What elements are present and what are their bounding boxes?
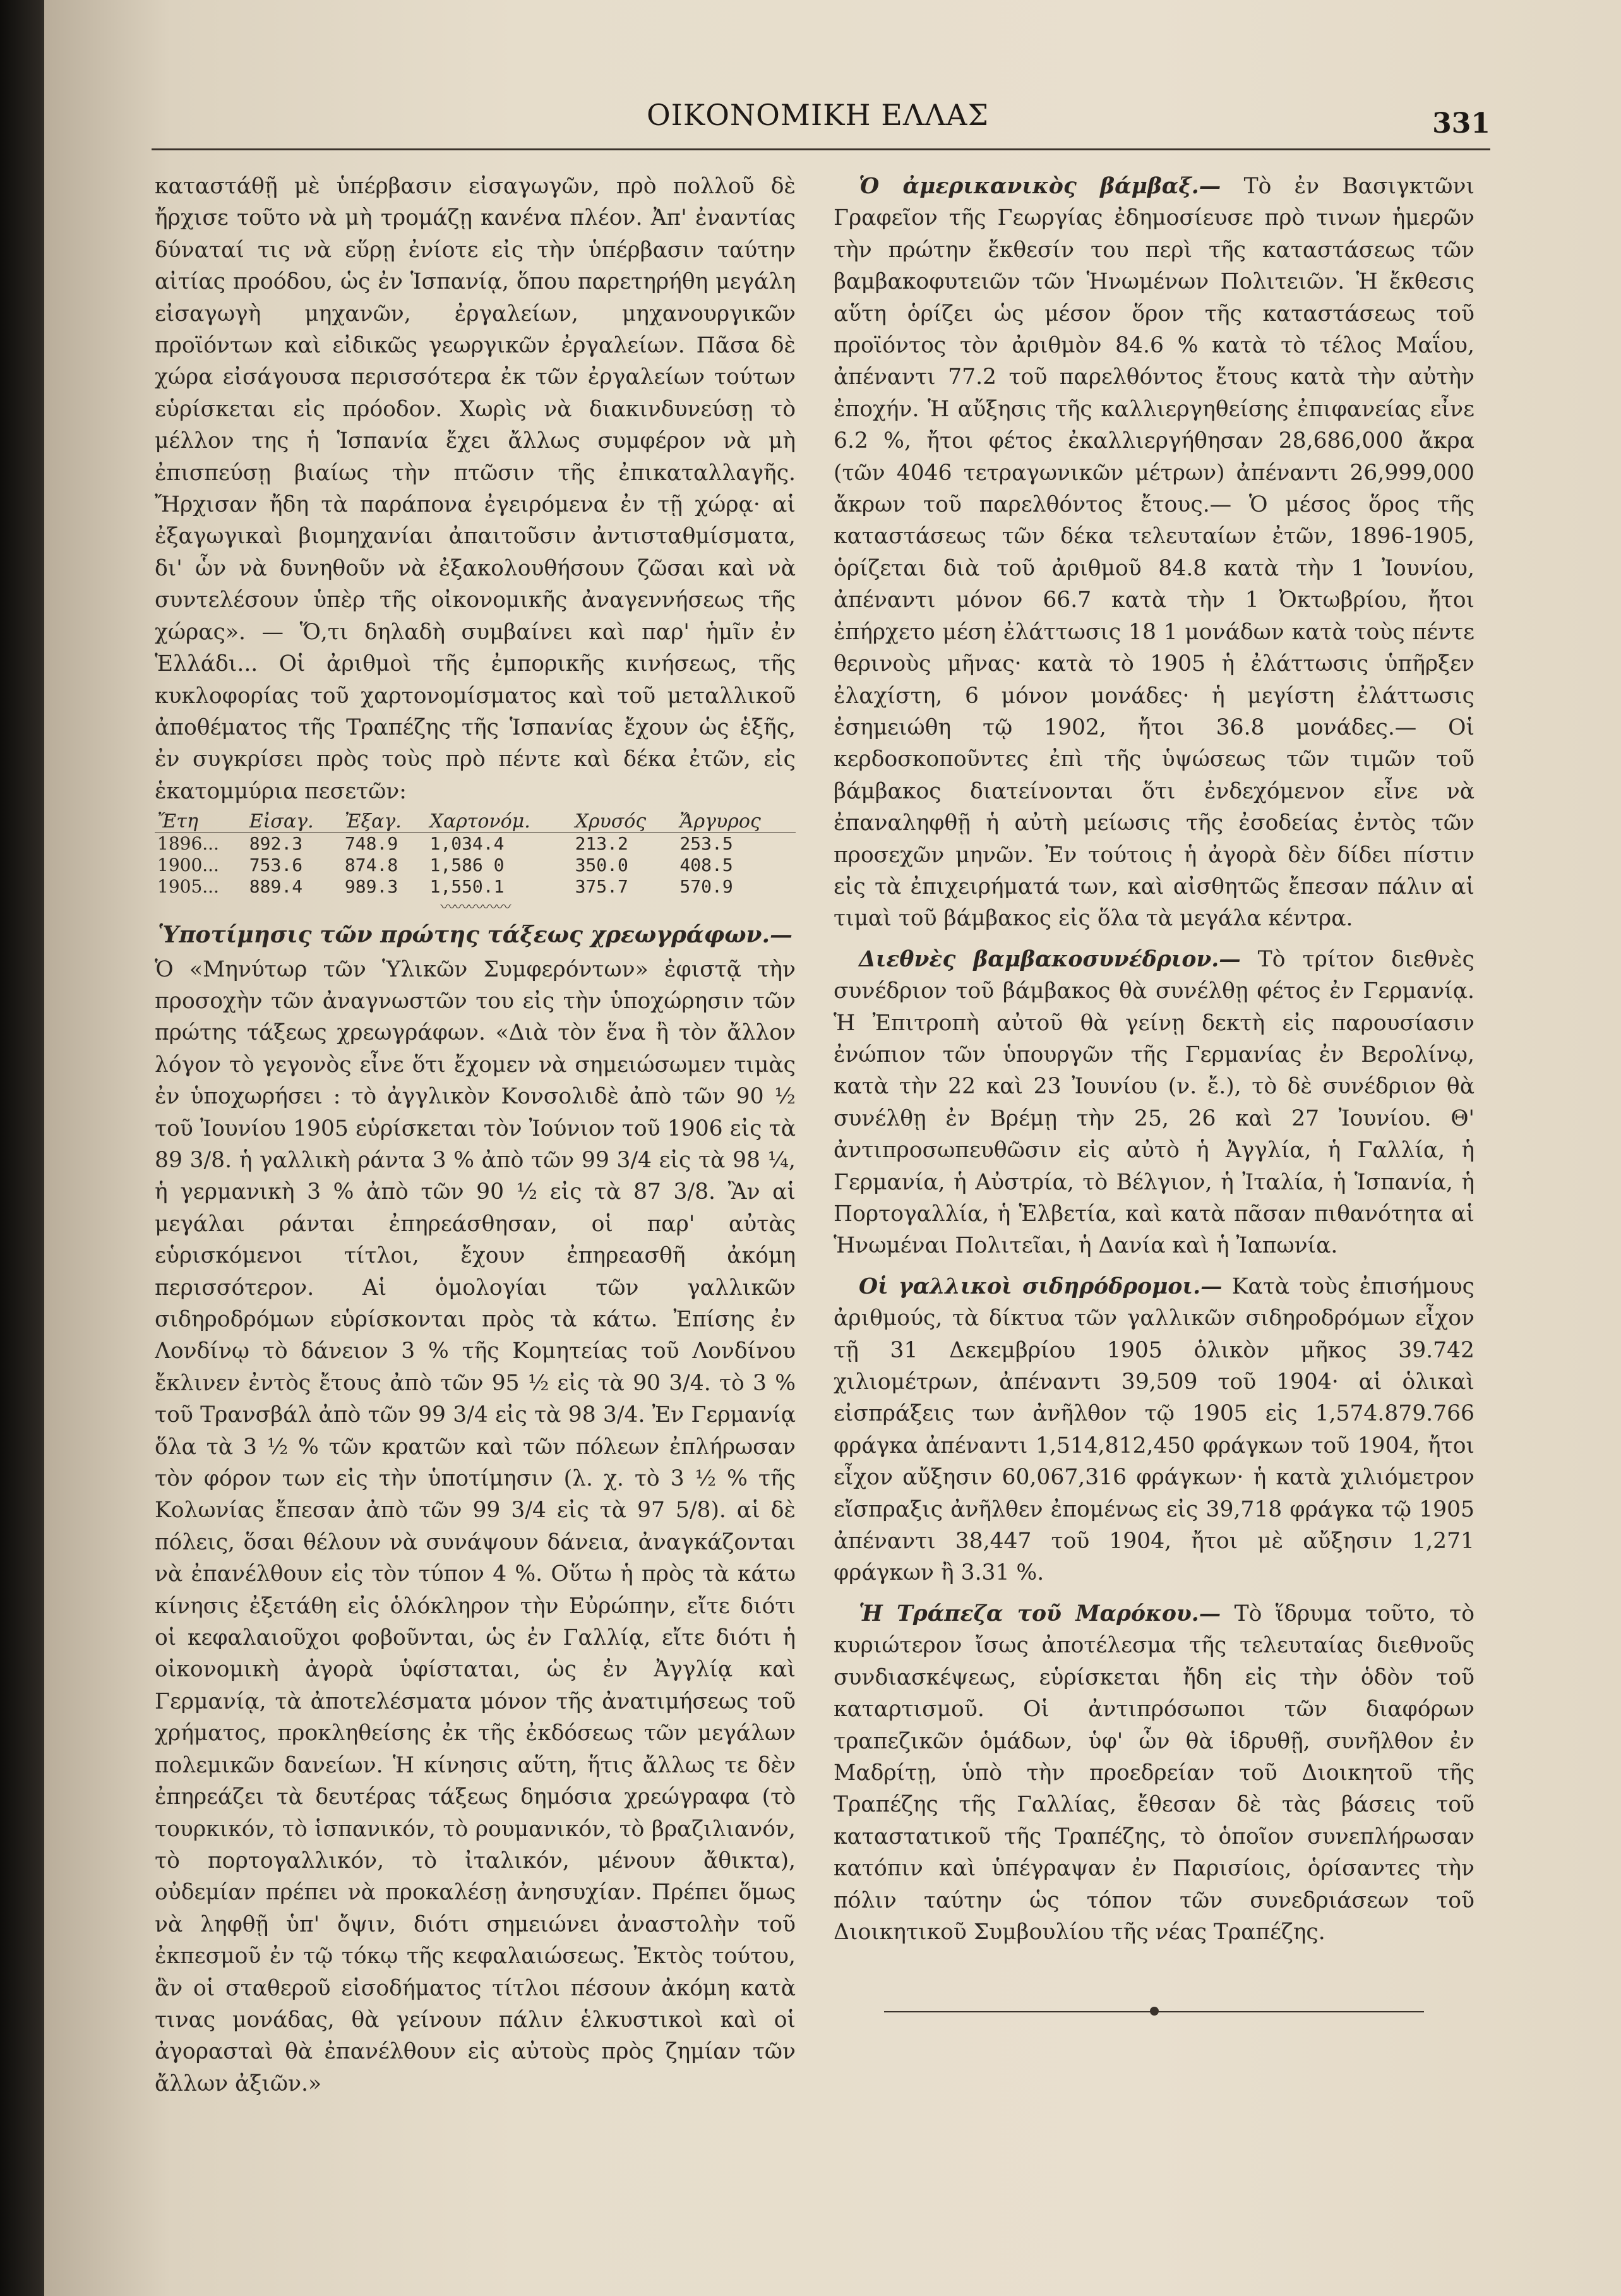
cell: 989.3: [344, 876, 398, 898]
section-head-french-railways: Οἱ γαλλικοὶ σιδηρόδρομοι.—: [859, 1273, 1223, 1299]
cell: 570.9: [679, 876, 733, 898]
paragraph-bank-of-morocco: [834, 1598, 1474, 1948]
section-head-bank-of-morocco: Ἡ Τράπεζα τοῦ Μαρόκου.—: [859, 1601, 1221, 1626]
cell: 350.0: [575, 855, 628, 876]
header-rule: [152, 148, 1490, 150]
cell: 1,034.4: [429, 833, 505, 855]
table-row: [155, 833, 796, 855]
cell: 1905...: [157, 876, 219, 898]
end-rule-ornament: [1150, 2007, 1159, 2016]
col-header-silver: Ἄργυρος: [677, 811, 796, 833]
paragraph-text: Τὸ ἐν Βασιγκτῶνι Γραφεῖον τῆς Γεωργίας ἐδημοσίευσε πρὸ τινων ἡμερῶν τὴν πρώτην ἔκθεσίν του περὶ τῆς καταστάσεως τῶν βαμβακοφυτειῶν τῶν Ἡνωμένων Πολιτειῶν. Ἡ ἔκθεσις αὕτη ὁρίζει ὡς μέσον ὅρον τῆς καταστάσεως τοῦ προϊόντος τὸν ἀριθμὸν 84.6 % κατὰ τὸ τέλος Μαΐου, ἀπέναντι 77.2 τοῦ παρελθόντος ἔτους κατὰ τὴν αὐτὴν ἐποχήν. Ἡ αὔξησις τῆς καλλιεργηθείσης ἐπιφανείας εἶνε 6.2 %, ἤτοι φέτος ἐκαλλιεργήθησαν 28,686,000 ἄκρα (τῶν 4046 τετραγωνικῶν μέτρων) ἀπέναντι 26,999,000 ἄκρων τοῦ παρελθόντος ἔτους.— Ὁ μέσος ὅρος τῆς καταστάσεως τῶν δέκα τελευταίων ἐτῶν, 1896-1905, ὁρίζεται διὰ τοῦ ἀριθμοῦ 84.8 κατὰ τὴν 1 Ἰουνίου, ἀπέναντι μόνον 66.7 κατὰ τὴν 1 Ὀκτωβρίου, ἤτοι ἐπήρχετο μέση ἐλάττωσις 18 1 μονάδων κατὰ τοὺς πέντε θερινοὺς μῆνας· κατὰ τὸ 1905 ἡ ἐλάττωσις ὑπῆρξεν ἐλαχίστη, 6 μόνον μονάδες· ἡ μεγίστη ἐλάττωσις ἐσημειώθη τῷ 1902, ἤτοι 36.8 μονάδες.— Οἱ κερδοσκοποῦντες ἐπὶ τῆς ὑψώσεως τῶν τιμῶν τοῦ βάμβακος διατείνονται ὅτι ἐνδεχόμενον εἶνε νὰ ἐπαναληφθῇ ἡ αὐτὴ μείωσις τῆς ἐσοδείας ἐντὸς τῶν προσεχῶν μηνῶν. Ἐν τούτοις ἡ ἀγορὰ δὲν δίδει πίστιν εἰς τὰ ἐπιχειρήματά των, καὶ αἰσθητῶς ἔπεσαν πάλιν αἱ τιμαὶ τοῦ βάμβακος εἰς ὅλα τὰ μεγάλα κέντρα.: [834, 174, 1474, 932]
cell: 874.8: [344, 855, 398, 876]
cell: 1896...: [157, 833, 219, 855]
cell: 892.3: [249, 833, 303, 855]
paragraph-text: Κατὰ τοὺς ἐπισήμους ἀριθμούς, τὰ δίκτυα τῶν γαλλικῶν σιδηροδρόμων εἶχον τῇ 31 Δεκεμβρίου 1905 ὁλικὸν μῆκος 39.742 χιλιομέτρων, ἀπέναντι 39,509 τοῦ 1904· αἱ ὁλικαὶ εἰσπράξεις των ἀνῆλθον τῷ 1905 εἰς 1,574.879.766 φράγκα ἀπέναντι 1,514,812,450 φράγκων τοῦ 1904, ἤτοι εἶχον αὔξησιν 60,067,316 φράγκων· ἡ κατὰ χιλιόμετρον εἴσπραξις ἀνῆλθεν ἐπομένως εἰς 39,718 φράγκα τῷ 1905 ἀπέναντι 38,447 τοῦ 1904, ἤτοι μὲ αὔξησιν 1,271 φράγκων ἢ 3.31 %.: [834, 1273, 1474, 1586]
cell: 748.9: [344, 833, 398, 855]
table-header-row: [155, 811, 796, 833]
col-header-year: Ἔτη: [155, 811, 247, 833]
cell: 213.2: [575, 833, 628, 855]
cell: 408.5: [679, 855, 733, 876]
cell: 1,550.1: [429, 876, 505, 898]
section-head-american-cotton: Ὁ ἀμερικανικὸς βάμβαξ.—: [859, 174, 1221, 199]
paragraph-bonds: Ὁ «Μηνύτωρ τῶν Ὑλικῶν Συμφερόντων» ἐφιστᾷ τὴν προσοχὴν τῶν ἀναγνωστῶν του εἰς τὴν ὑποχώρησιν τῶν πρώτης τάξεως χρεωγράφων. «Διὰ τὸν ἕνα ἢ τὸν ἄλλον λόγον τὸ γεγονὸς εἶνε ὅτι ἔχομεν νὰ σημειώσωμεν τιμὰς ἐν ὑποχωρήσει : τὸ ἀγγλικὸν Κονσολιδὲ ἀπὸ τῶν 90 ½ τοῦ Ἰουνίου 1905 εὑρίσκεται τὸν Ἰούνιον τοῦ 1906 εἰς τὰ 89 3/8. ἡ γαλλικὴ ράντα 3 % ἀπὸ τῶν 99 3/4 εἰς τὰ 98 ¼, ἡ γερμανικὴ 3 % ἀπὸ τῶν 90 ½ εἰς τὰ 87 3/8. Ἂν αἱ μεγάλαι ράνται ἐπηρεάσθησαν, οἱ παρ' αὐτὰς εὑρισκόμενοι τίτλοι, ἔχουν ἐπηρεασθῆ ἀκόμη περισσότερον. Αἱ ὁμολογίαι τῶν γαλλικῶν σιδηροδρόμων εὑρίσκονται πρὸς τὰ κάτω. Ἐπίσης ἐν Λονδίνῳ τὸ δάνειον 3 % τῆς Κομητείας τοῦ Λονδίνου ἔκλινεν ἐντὸς ἔτους ἀπὸ τῶν 95 ½ εἰς τὰ 90 3/4. τὸ 3 % τοῦ Τρανσβάλ ἀπὸ τῶν 99 3/4 εἰς τὰ 98 3/4. Ἐν Γερμανίᾳ ὅλα τὰ 3 ½ % τῶν κρατῶν καὶ τῶν πόλεων ἐπλήρωσαν τὸν φόρον των εἰς τὴν ὑποτίμησιν (λ. χ. τὸ 3 ½ % τῆς Κολωνίας ἔπεσαν ἀπὸ τῶν 99 3/4 εἰς τὰ 97 5/8). αἱ δὲ πόλεις, ὅσαι θέλουν νὰ συνάψουν δάνεια, ἀναγκάζονται νὰ ἐπανέλθουν εἰς τὸν τύπον 4 %. Οὕτω ἡ πρὸς τὰ κάτω κίνησις ἐξετάθη εἰς ὁλόκληρον τὴν Εὐρώπην, εἴτε διότι οἱ κεφαλαιοῦχοι φοβοῦνται, ὡς ἐν Γαλλίᾳ, εἴτε διότι ἡ οἰκονομικὴ ἀγορὰ ὑφίσταται, ὡς ἐν Ἀγγλίᾳ καὶ Γερμανίᾳ, τὰ ἀποτελέσματα μόνον τῆς ἀνατιμήσεως τοῦ χρήματος, προκληθείσης ἐκ τῆς ἐκδόσεως τῶν μεγάλων πολεμικῶν δανείων. Ἡ κίνησις αὕτη, ἥτις ἄλλως τε δὲν ἐπηρεάζει τὰ δευτέρας τάξεως δημόσια χρεώγραφα (τὸ τουρκικόν, τὸ ἱσπανικόν, τὸ ρουμανικόν, τὸ βραζιλιανόν, τὸ πορτογαλλικόν, τὸ ἰταλικόν, μένουν ἄθικτα), οὐδεμίαν πρέπει νὰ προκαλέσῃ ἀνησυχίαν. Πρέπει ὅμως νὰ ληφθῇ ὑπ' ὄψιν, διότι σημειώνει ἀναστολὴν τοῦ ἐκπεσμοῦ ἐν τῷ τόκῳ τῆς κεφαλαιώσεως. Ἐκτὸς τούτου, ἂν οἱ σταθεροῦ εἰσοδήματος τίτλοι πέσουν ἀκόμη κατὰ τινας μονάδας, θὰ γείνουν πάλιν ἑλκυστικοὶ καὶ οἱ ἀγορασταὶ θὰ ἐπανέλθουν εἰς αὐτοὺς πρὸς ζημίαν τῶν ἄλλων ἀξιῶν.»: [155, 956, 796, 2096]
end-of-article-rule: [834, 1998, 1474, 2024]
spain-trade-table: [155, 811, 796, 898]
paragraph-text: Τὸ ἵδρυμα τοῦτο, τὸ κυριώτερον ἴσως ἀποτέλεσμα τῆς τελευταίας διεθνοῦς συνδιασκέψεως, εὑρίσκεται ἤδη εἰς τὴν ὁδὸν τοῦ καταρτισμοῦ. Οἱ ἀντιπρόσωποι τῶν διαφόρων τραπεζικῶν ὁμάδων, ὑφ' ὧν θὰ ἱδρυθῇ, συνῆλθον ἐν Μαδρίτῃ, ὑπὸ τὴν προεδρείαν τοῦ Διοικητοῦ τῆς Τραπέζης τῆς Γαλλίας, ἔθεσαν δὲ τὰς βάσεις τοῦ καταστατικοῦ τῆς Τραπέζης, τὸ ὁποῖον συνεπλήρωσαν κατόπιν καὶ ὑπέγραψαν ἐν Παρισίοις, ὁρίσαντες τὴν πόλιν ταύτην ὡς τόπον τῶν συνεδριάσεων τοῦ Διοικητικοῦ Συμβουλίου τῆς νέας Τραπέζης.: [834, 1601, 1474, 1945]
paragraph-text: Τὸ τρίτον διεθνὲς συνέδριον τοῦ βάμβακος θὰ συνέλθῃ φέτος ἐν Γερμανίᾳ. Ἡ Ἐπιτροπὴ αὐτοῦ θὰ γείνῃ δεκτὴ εἰς παρουσίασιν ἐνώπιον τῶν ὑπουργῶν τῆς Γερμανίας ἐν Βερολίνῳ, κατὰ τὴν 22 καὶ 23 Ἰουνίου (ν. ἔ.), τὸ δὲ συνέδριον θὰ συνέλθῃ ἐν Βρέμῃ τὴν 25, 26 καὶ 27 Ἰουνίου. Θ' ἀντιπροσωπευθῶσιν εἰς αὐτὸ ἡ Ἀγγλία, ἡ Γαλλία, ἡ Γερμανία, ἡ Αὐστρία, τὸ Βέλγιον, ἡ Ἰταλία, ἡ Ἱσπανία, ἡ Πορτογαλλία, ἡ Ἑλβετία, καὶ κατὰ πᾶσαν πιθανότητα αἱ Ἡνωμέναι Πολιτεῖαι, ἡ Δανία καὶ ἡ Ἰαπωνία.: [834, 946, 1474, 1259]
section-title-bonds: Ὑποτίμησις τῶν πρώτης τάξεως χρεωγράφων.—: [158, 922, 793, 949]
col-header-gold: Χρυσός: [573, 811, 678, 833]
cell: 375.7: [575, 876, 628, 898]
cell: 1900...: [157, 855, 219, 876]
left-column: [155, 171, 796, 2211]
page-number: 331: [1432, 107, 1490, 140]
right-column: [834, 171, 1474, 2211]
paragraph-spain-trade: καταστάθῇ μὲ ὑπέρβασιν εἰσαγωγῶν, πρὸ πολλοῦ δὲ ἤρχισε τοῦτο νὰ μὴ τρομάζῃ κανένα πλέον. Ἀπ' ἐναντίας δύναταί τις νὰ εὕρῃ ἐνίοτε εἰς τὴν ὑπέρβασιν ταύτην αἰτίας προόδου, ὡς ἐν Ἱσπανίᾳ, ὅπου παρετηρήθη μεγάλη εἰσαγωγὴ μηχανῶν, ἐργαλείων, μηχανουργικῶν προϊόντων καὶ εἰδικῶς γεωργικῶν ἐργαλείων. Πᾶσα δὲ χώρα εἰσάγουσα περισσότερα ἐκ τῶν ἐργαλείων τούτων εὑρίσκεται εἰς πρόοδον. Χωρὶς νὰ διακινδυνεύσῃ τὸ μέλλον της ἡ Ἱσπανία ἔχει ἄλλως συμφέρον νὰ μὴ ἐπισπεύσῃ βιαίως τὴν πτῶσιν τῆς ἐπικαταλλαγῆς. Ἤρχισαν ἤδη τὰ παράπονα ἐγειρόμενα ἐν τῇ χώρᾳ· αἱ ἐξαγωγικαὶ βιομηχανίαι ἀπαιτοῦσιν ἀντισταθμίσματα, δι' ὧν νὰ δυνηθοῦν νὰ ἐξακολουθήσουν ζῶσαι καὶ νὰ συντελέσουν ὑπὲρ τῆς οἰκονομικῆς ἀναγεννήσεως τῆς χώρας». — Ὅ,τι δηλαδὴ συμβαίνει καὶ παρ' ἡμῖν ἐν Ἑλλάδι... Οἱ ἀριθμοὶ τῆς ἐμπορικῆς κινήσεως, τῆς κυκλοφορίας τοῦ χαρτονομίσματος καὶ τοῦ μεταλλικοῦ ἀποθέματος τῆς Τραπέζης τῆς Ἱσπανίας ἔχουν ὡς ἑξῆς, ἐν συγκρίσει πρὸς τοὺς πρὸ πέντε καὶ δέκα ἐτῶν, εἰς ἑκατομμύρια πεσετῶν:: [155, 174, 796, 804]
page-header: [145, 95, 1490, 145]
running-title: ΟΙΚΟΝΟΜΙΚΗ ΕΛΛΑΣ: [646, 98, 990, 132]
section-head-cotton-congress: Διεθνὲς βαμβακοσυνέδριον.—: [859, 946, 1241, 972]
cell: 753.6: [249, 855, 303, 876]
col-header-imports: Εἰσαγ.: [247, 811, 342, 833]
cell: 1,586 0: [429, 855, 505, 876]
paragraph-french-railways: [834, 1271, 1474, 1589]
col-header-exports: Ἐξαγ.: [342, 811, 428, 833]
wavy-separator: 〰〰〰〰〰: [440, 898, 510, 917]
cell: 253.5: [679, 833, 733, 855]
col-header-banknotes: Χαρτονόμ.: [428, 811, 573, 833]
paragraph-american-cotton: [834, 171, 1474, 935]
table-row: [155, 876, 796, 898]
table-row: [155, 855, 796, 876]
paragraph-cotton-congress: [834, 944, 1474, 1262]
cell: 889.4: [249, 876, 303, 898]
